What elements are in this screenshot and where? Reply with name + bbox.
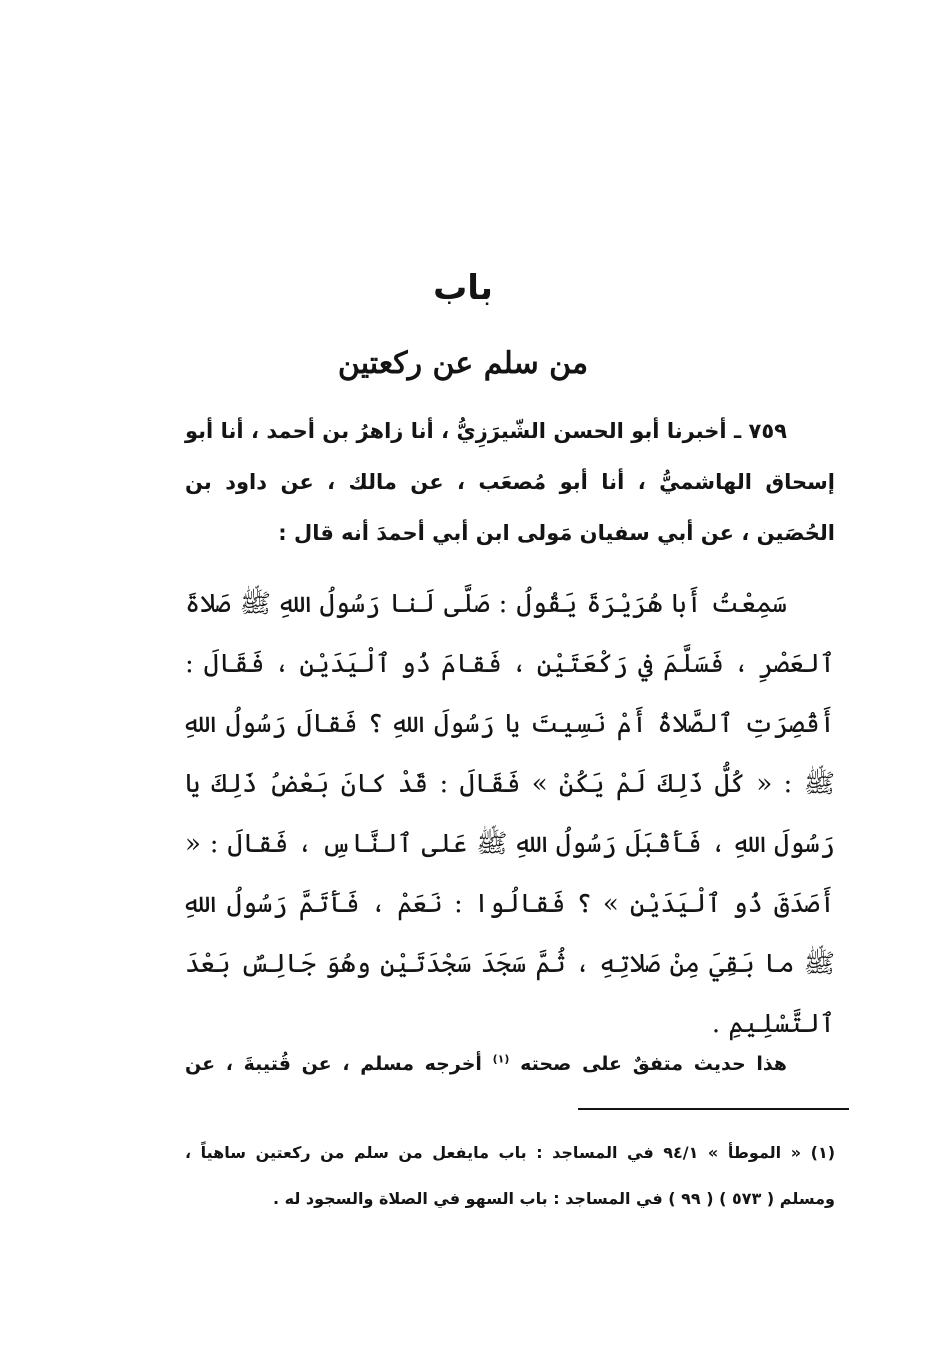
footnote-divider [578, 1108, 849, 1110]
commentary-text-end: أخرجه مسلم ، عن قُتيبةَ ، عن [185, 1053, 482, 1075]
hadith-isnad-block [185, 406, 835, 559]
chapter-title: من سلم عن ركعتين [337, 346, 589, 381]
footnote-reference: (١) [492, 1052, 510, 1066]
footnote-1: (١) « الموطأ » ٩٤/١ في المساجد : باب مايفعل من سلم من ركعتين ساهياً ، ومسلم ( ٥٧٣ ) ( ٩٩ ) في المساجد : باب السهو في الصلاة والسجود له . [185, 1143, 836, 1208]
hadith-isnad-text: ٧٥٩ ـ أخبرنا أبو الحسن الشّيرَزِيُّ ، أنا زاهرُ بن أحمد ، أنا أبو إسحاق الهاشميُّ ، أنا أبو مُصعَب ، عن مالك ، عن داود بن الحُصَين ، عن أبي سفيان مَولى ابن أبي أحمدَ أنه قال : [185, 419, 835, 545]
commentary [185, 1040, 835, 1088]
chapter-label: باب [433, 268, 493, 308]
hadith-matn-block [185, 574, 835, 1054]
hadith-isnad [185, 406, 835, 559]
footnotes [185, 1130, 835, 1222]
commentary-text-start: هذا حديث متفقٌ على صحته [520, 1053, 787, 1075]
hadith-matn [185, 574, 835, 1054]
hadith-matn-text: سَمِعْتُ أَبا هُرَيْرَةَ يَقُولُ : صَلَّى لَنا رَسُولُ اللهِ ﷺ صَلاةَ ٱلعَصْرِ ، فَسَلَّمَ في رَكْعَتَيْنِ ، فَقامَ ذُو ٱلْيَدَيْنِ ، فَقَالَ : أَقُصِرَتِ ٱلصَّلاةُ أَمْ نَسِيتَ يا رَسُولَ اللهِ ؟ فَقالَ رَسُولُ اللهِ ﷺ : « كُلُّ ذَلِكَ لَمْ يَكُنْ » فَقَالَ : قَدْ كانَ بَعْضُ ذَلِكَ يا رَسُولَ اللهِ ، فَأَقْبَلَ رَسُولُ اللهِ ﷺ عَلى ٱلنَّاسِ ، فَقالَ : « أَصَدَقَ ذُو ٱلْيَدَيْنِ » ؟ فَقالُوا : نَعَمْ ، فَأَتَمَّ رَسُولُ اللهِ ﷺ ما بَقِيَ مِنْ صَلاتِهِ ، ثُمَّ سَجَدَ سَجْدَتَيْنِ وهُوَ جَالِسٌ بَعْدَ ٱلتَّسْلِيمِ . [185, 589, 835, 1039]
